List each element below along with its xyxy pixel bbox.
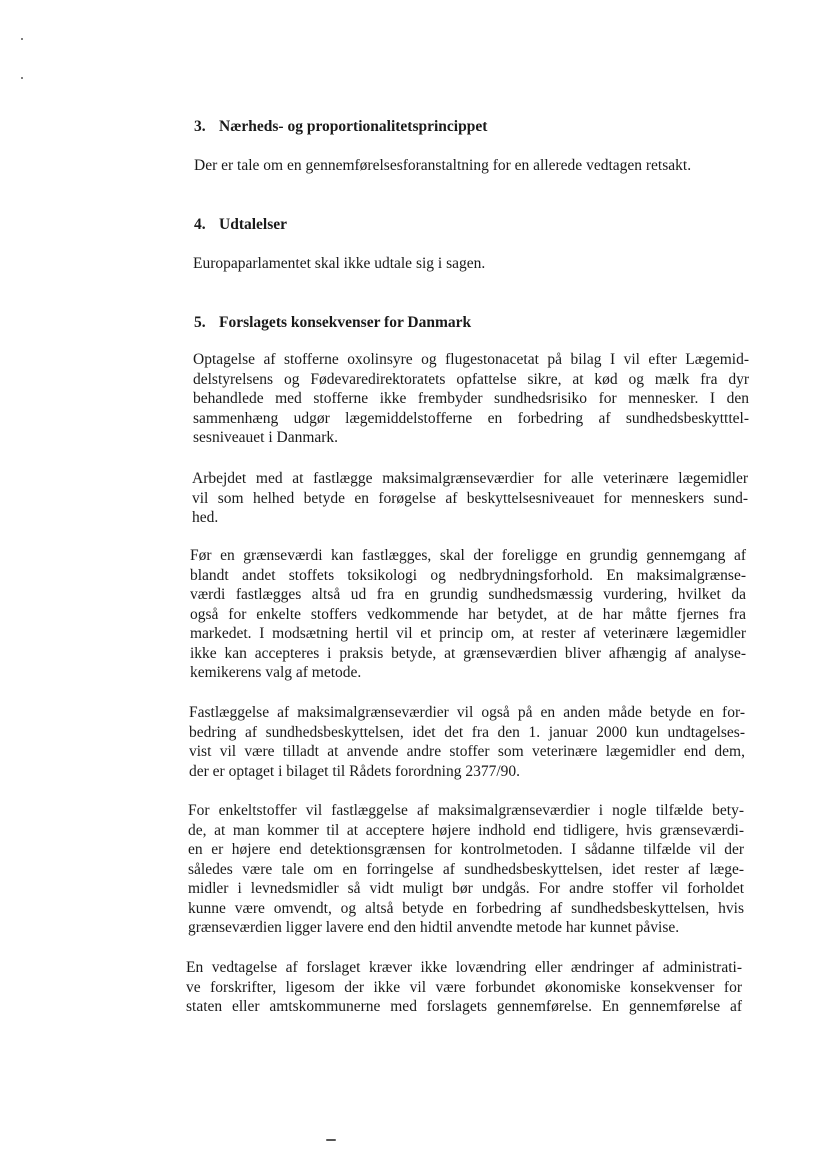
scan-speck <box>21 38 23 40</box>
paragraph <box>189 703 745 781</box>
text-line: således være tale om en forringelse af sundhedsbeskyttelsen, idet rester af læge- <box>188 860 744 878</box>
text-line: Før en grænseværdi kan fastlægges, skal der foreligge en grundig gennemgang af <box>190 547 746 564</box>
text-line: grænseværdien ligger lavere end den hidtil anvendte metode har kunnet påvise. <box>188 919 680 936</box>
text-line: kunne være omvendt, og altså betyde en forbedring af sundhedsbeskyttelsen, hvis <box>188 899 744 917</box>
section-heading-5 <box>194 313 754 333</box>
text-line: bedring af sundhedsbeskyttelsen, idet det fra den 1. januar 2000 kun undtagelses- <box>189 723 745 741</box>
text-line: de, at man kommer til at acceptere højere indhold end tidligere, hvis grænseværdi- <box>188 821 744 839</box>
text-line: blandt andet stoffets toksikologi og nedbrydningsforhold. En maksimalgrænse- <box>190 566 746 584</box>
paragraph <box>186 958 742 1017</box>
paragraph <box>190 546 746 683</box>
text-line: en er højere end detektionsgrænsen for kontrolmetoden. I sådanne tilfælde vil der <box>188 841 744 858</box>
text-line: Europaparlamentet skal ikke udtale sig i sagen. <box>193 255 486 272</box>
text-line: vist vil være tilladt at anvende andre stoffer som veterinære lægemidler end dem, <box>189 743 745 760</box>
scan-speck <box>326 1139 336 1141</box>
text-line: markedet. I modsætning hertil vil et princip om, at rester af veterinære lægemidler <box>190 625 746 642</box>
paragraph <box>194 156 750 176</box>
text-line: midler i levnedsmidler så vidt muligt bør undgås. For andre stoffer vil forholdet <box>188 880 744 897</box>
section-heading-4 <box>194 215 754 235</box>
paragraph <box>193 254 749 274</box>
section-title: Udtalelser <box>219 216 288 233</box>
text-line: der er optaget i bilaget til Rådets forordning 2377/90. <box>189 762 521 780</box>
paragraph <box>192 469 748 528</box>
section-number: 3. <box>194 118 206 135</box>
section-heading-3 <box>194 117 754 137</box>
text-line: staten eller amtskommunerne med forslagets gennemførelse. En gennemførelse af <box>186 998 742 1015</box>
text-line: ikke kan accepteres i praksis betyde, at grænseværdien bliver afhængig af analyse- <box>190 644 746 662</box>
section-title: Forslagets konsekvenser for Danmark <box>219 314 472 331</box>
text-line: behandlede med stofferne ikke frembyder sundhedsrisiko for mennesker. I den <box>193 390 749 407</box>
section-title: Nærheds- og proportionalitetsprincippet <box>219 118 488 135</box>
text-line: En vedtagelse af forslaget kræver ikke lovændring eller ændringer af administrati- <box>186 959 742 976</box>
text-line: For enkeltstoffer vil fastlæggelse af maksimalgrænseværdier i nogle tilfælde bety- <box>188 802 744 819</box>
text-line: Arbejdet med at fastlægge maksimalgrænseværdier for alle veterinære lægemidler <box>192 470 748 487</box>
text-line: delstyrelsens og Fødevaredirektoratets opfattelse sikre, at kød og mælk fra dyr <box>193 370 749 388</box>
text-line: ve forskrifter, ligesom der ikke vil være forbundet økonomiske konsekvenser for <box>186 978 742 996</box>
text-line: Der er tale om en gennemførelsesforanstaltning for en allerede vedtagen retsakt. <box>194 157 692 174</box>
text-line: sesniveauet i Danmark. <box>193 429 339 446</box>
text-line: Optagelse af stofferne oxolinsyre og flugestonacetat på bilag I vil efter Lægemid- <box>193 351 749 368</box>
text-line: kemikerens valg af metode. <box>190 664 362 681</box>
text-line: Fastlæggelse af maksimalgrænseværdier vil også på en anden måde betyde en for- <box>189 704 745 721</box>
text-line: også for enkelte stoffers vedkommende har betydet, at de har måtte fjernes fra <box>190 605 746 623</box>
scan-speck <box>21 77 23 79</box>
paragraph <box>193 350 749 448</box>
text-line: sammenhæng udgør lægemiddelstofferne en forbedring af sundhedsbeskytttel- <box>193 409 749 427</box>
text-line: vil som helhed betyde en forøgelse af beskyttelsesniveauet for menneskers sund- <box>192 489 748 507</box>
paragraph <box>188 801 744 938</box>
section-number: 4. <box>194 216 206 233</box>
text-line: hed. <box>192 509 219 526</box>
text-line: værdi fastlægges altså ud fra en grundig sundhedsmæssig vurdering, hvilket da <box>190 586 746 603</box>
section-number: 5. <box>194 314 206 331</box>
